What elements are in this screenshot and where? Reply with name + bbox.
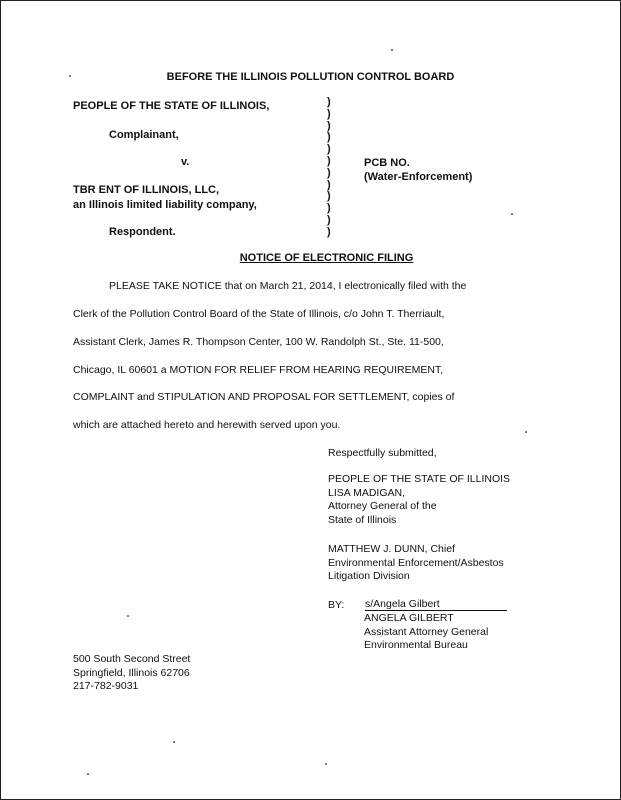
caption-parentheses (327, 97, 331, 239)
signature-block-ag (328, 473, 510, 527)
paren: ) (327, 213, 331, 226)
signature-line: State of Illinois (328, 513, 397, 526)
paren: ) (327, 202, 331, 215)
body-line-5: COMPLAINT and STIPULATION AND PROPOSAL FOR SETTLEMENT, copies of (73, 391, 455, 403)
scan-speck (391, 49, 393, 51)
scan-speck (525, 431, 527, 433)
address-block (73, 653, 190, 694)
signer-name: ANGELA GILBERT (364, 612, 454, 624)
paren: ) (327, 143, 331, 156)
closing: Respectfully submitted, (328, 447, 437, 459)
paren: ) (327, 190, 331, 203)
signature-block-division (328, 543, 504, 584)
address-street: 500 South Second Street (73, 653, 191, 665)
body-line-4: Chicago, IL 60601 a MOTION FOR RELIEF FROM HEARING REQUIREMENT, (73, 364, 444, 376)
scan-speck (511, 213, 513, 215)
defendant-role: Respondent. (109, 226, 176, 238)
board-header: BEFORE THE ILLINOIS POLLUTION CONTROL BOARD (166, 71, 455, 83)
signature-line: LISA MADIGAN, (328, 486, 406, 499)
scan-speck (69, 75, 71, 77)
paren: ) (327, 166, 331, 179)
scan-speck (87, 773, 89, 775)
plaintiff-name: PEOPLE OF THE STATE OF ILLINOIS, (73, 100, 270, 112)
defendant-description: an Illinois limited liability company, (73, 199, 257, 211)
signature-line: MATTHEW J. DUNN, Chief (328, 543, 455, 555)
address-phone: 217-782-9031 (73, 680, 139, 692)
paren: ) (327, 131, 331, 144)
paren: ) (327, 178, 331, 191)
notice-title: NOTICE OF ELECTRONIC FILING (239, 252, 414, 264)
case-number-label: PCB NO. (364, 157, 410, 169)
case-type: (Water-Enforcement) (364, 171, 473, 183)
paren: ) (327, 154, 331, 167)
electronic-signature-text: s/Angela Gilbert (365, 598, 507, 611)
versus: v. (181, 156, 190, 168)
scan-speck (325, 763, 327, 765)
plaintiff-role: Complainant, (109, 129, 179, 141)
address-city: Springfield, Illinois 62706 (73, 666, 190, 679)
paren: ) (327, 225, 331, 238)
scan-speck (127, 615, 129, 617)
signature-line: Environmental Enforcement/Asbestos (328, 556, 504, 569)
body-line-3: Assistant Clerk, James R. Thompson Center, 100 W. Randolph St., Ste. 11-500, (73, 336, 444, 348)
body-line-6: which are attached hereto and herewith served upon you. (73, 419, 341, 431)
defendant-name: TBR ENT OF ILLINOIS, LLC, (73, 184, 220, 196)
electronic-signature (365, 598, 507, 611)
signer-bureau: Environmental Bureau (364, 639, 468, 651)
paren: ) (327, 119, 331, 132)
signature-line: Attorney General of the (328, 500, 437, 512)
signature-line: PEOPLE OF THE STATE OF ILLINOIS (328, 473, 511, 485)
by-label: BY: (328, 599, 345, 611)
paren: ) (327, 96, 331, 108)
body-line-1: PLEASE TAKE NOTICE that on March 21, 2014, I electronically filed with the (109, 280, 467, 292)
signature-line: Litigation Division (328, 570, 410, 582)
paren: ) (327, 107, 331, 120)
signer-title: Assistant Attorney General (364, 625, 489, 638)
scan-speck (173, 741, 175, 743)
signer-block (364, 612, 488, 653)
body-line-2: Clerk of the Pollution Control Board of the State of Illinois, c/o John T. Therriault, (73, 308, 445, 320)
